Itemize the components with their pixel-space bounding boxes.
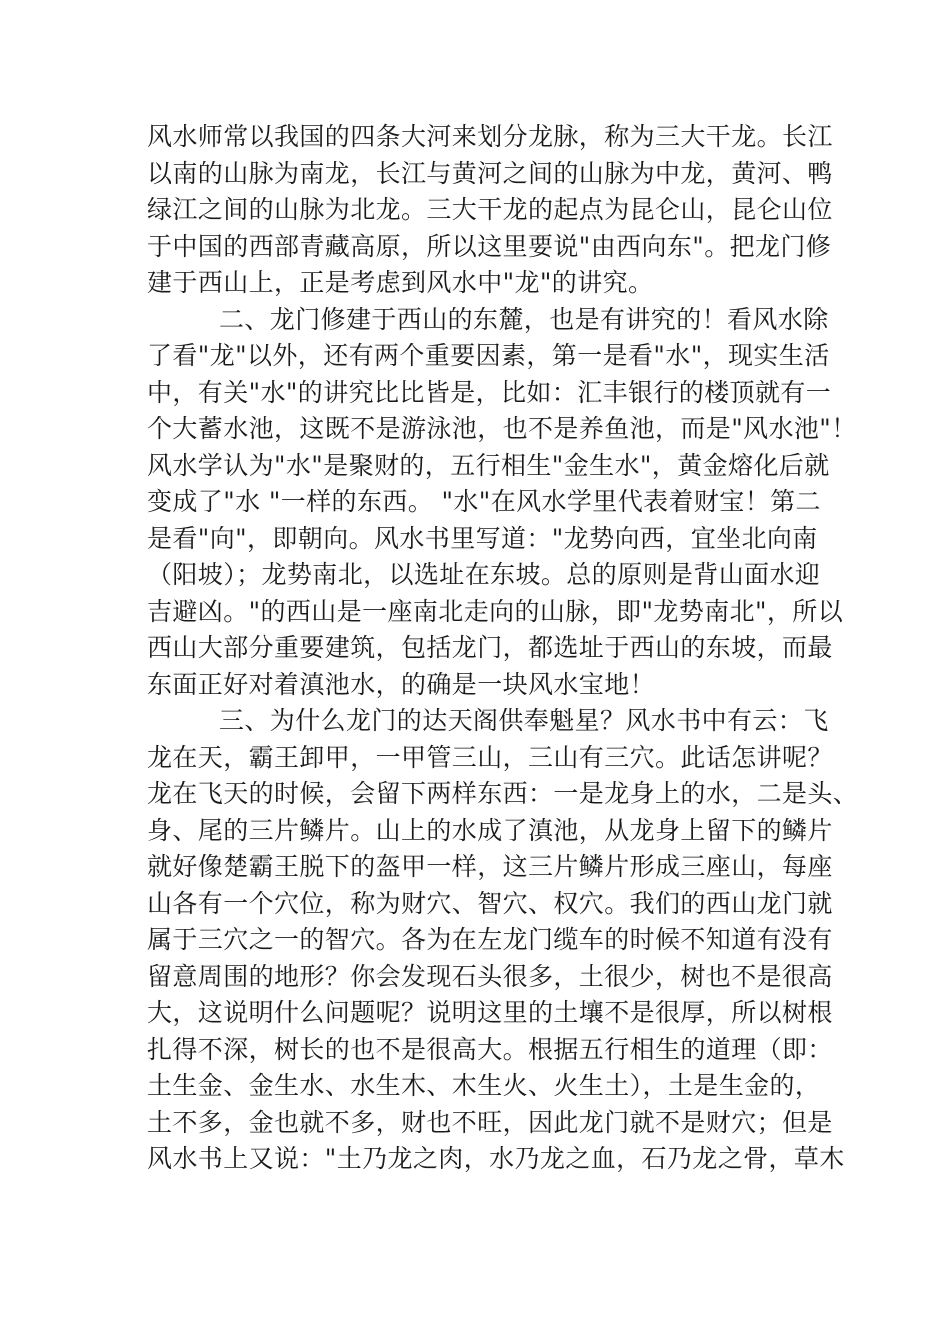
text-line: 于中国的西部青藏高原，所以这里要说"由西向东"。把龙门修 xyxy=(147,231,832,261)
text-line: 以南的山脉为南龙，长江与黄河之间的山脉为中龙，黄河、鸭 xyxy=(147,158,833,188)
text-line: 扎得不深，树长的也不是很高大。根据五行相生的道理（即： xyxy=(147,1034,833,1064)
text-line: 中，有关"水"的讲究比比皆是，比如：汇丰银行的楼顶就有一 xyxy=(147,377,832,407)
text-line: 建于西山上，正是考虑到风水中"龙"的讲究。 xyxy=(147,268,654,297)
text-line: 吉避凶。"的西山是一座南北走向的山脉，即"龙势南北"，所以 xyxy=(147,596,844,626)
text-line: 风水学认为"水"是聚财的，五行相生"金生水"，黄金熔化后就 xyxy=(147,450,830,480)
text-line: 东面正好对着滇池水，的确是一块风水宝地！ xyxy=(147,669,656,699)
body-text xyxy=(147,119,859,1178)
text-line: 了看"龙"以外，还有两个重要因素，第一是看"水"，现实生活 xyxy=(147,341,830,370)
text-line: （阳坡）；龙势南北，以选址在东坡。总的原则是背山面水迎 xyxy=(147,560,821,589)
text-line: 身、尾的三片鳞片。山上的水成了滇池，从龙身上留下的鳞片 xyxy=(147,815,833,845)
text-line: 是看"向"，即朝向。风水书里写道："龙势向西，宜坐北向南 xyxy=(147,523,818,553)
text-line: 属于三穴之一的智穴。各为在左龙门缆车的时候不知道有没有 xyxy=(147,925,833,954)
text-line: 龙在天，霸王卸甲，一甲管三山，三山有三穴。此话怎讲呢？ xyxy=(147,742,833,772)
text-line: 风水师常以我国的四条大河来划分龙脉，称为三大干龙。长江 xyxy=(147,122,833,151)
text-line: 土不多，金也就不多，财也不旺，因此龙门就不是财穴；但是 xyxy=(147,1107,833,1137)
text-line: 变成了"水 "一样的东西。 "水"在风水学里代表着财宝！第二 xyxy=(147,487,821,516)
text-line: 大，这说明什么问题呢？说明这里的土壤不是很厚，所以树根 xyxy=(147,998,833,1027)
text-line: 龙在飞天的时候，会留下两样东西：一是龙身上的水，二是头、 xyxy=(147,779,859,808)
paragraph-start-line: 二、龙门修建于西山的东麓，也是有讲究的！看风水除 xyxy=(219,304,829,334)
text-line: 风水书上又说："土乃龙之肉，水乃龙之血，石乃龙之骨，草木 xyxy=(147,1144,845,1173)
text-line: 就好像楚霸王脱下的盔甲一样，这三片鳞片形成三座山，每座 xyxy=(147,852,833,881)
text-line: 土生金、金生水、水生木、木生火、火生土），土是生金的， xyxy=(147,1071,821,1100)
text-line: 留意周围的地形？你会发现石头很多，土很少，树也不是很高 xyxy=(147,961,833,991)
text-line: 绿江之间的山脉为北龙。三大干龙的起点为昆仑山，昆仑山位 xyxy=(147,195,833,224)
text-line: 山各有一个穴位，称为财穴、智穴、权穴。我们的西山龙门就 xyxy=(147,888,833,918)
text-line: 个大蓄水池，这既不是游泳池，也不是养鱼池，而是"风水池"！ xyxy=(147,414,857,443)
paragraph-start-line: 三、为什么龙门的达天阁供奉魁星？风水书中有云：飞 xyxy=(219,706,829,735)
text-line: 西山大部分重要建筑，包括龙门，都选址于西山的东坡，而最 xyxy=(147,633,833,662)
